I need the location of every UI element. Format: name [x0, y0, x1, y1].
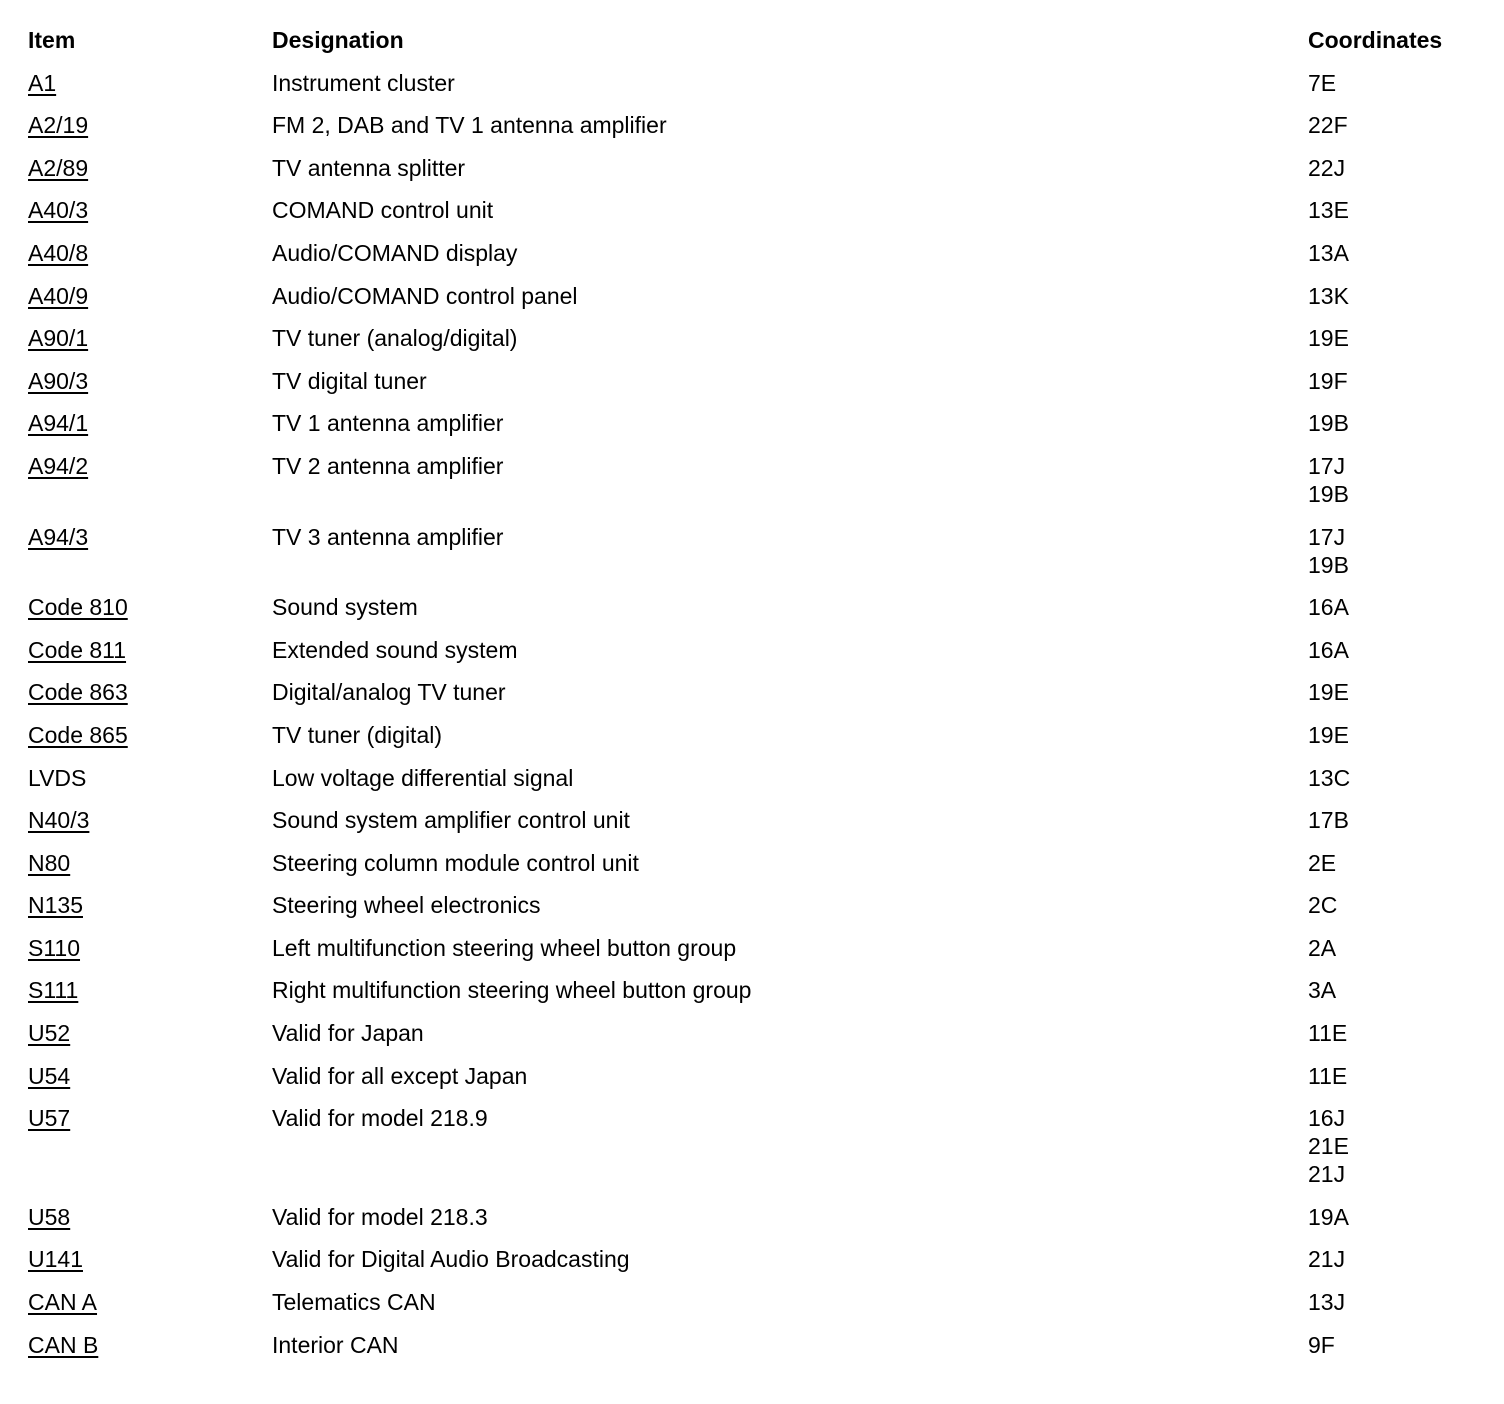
coordinates-cell — [1308, 282, 1488, 310]
coordinate-value: 16A — [1308, 636, 1349, 663]
item-link[interactable]: A94/1 — [28, 410, 89, 437]
coordinate-value: 17J — [1308, 523, 1346, 550]
designation-cell: TV 3 antenna amplifier — [272, 523, 504, 550]
table-row — [28, 452, 1488, 523]
designation-cell: Valid for all except Japan — [272, 1062, 528, 1089]
item-cell — [28, 367, 272, 395]
table-row — [28, 282, 1488, 325]
table-row — [28, 196, 1488, 239]
table-row — [28, 1203, 1488, 1246]
designation-cell: FM 2, DAB and TV 1 antenna amplifier — [272, 112, 667, 139]
coordinates-cell — [1308, 849, 1488, 877]
item-cell — [28, 154, 272, 182]
coordinates-cell — [1308, 593, 1488, 621]
item-link[interactable]: A1 — [28, 69, 57, 96]
table-row — [28, 523, 1488, 594]
item-cell — [28, 324, 272, 352]
item-link[interactable]: A40/3 — [28, 197, 89, 224]
item-link[interactable]: A94/3 — [28, 523, 89, 550]
item-link[interactable]: Code 811 — [28, 636, 127, 663]
coordinates-cell — [1308, 69, 1488, 97]
designation-cell: TV 1 antenna amplifier — [272, 410, 504, 437]
designation-cell: TV tuner (digital) — [272, 721, 443, 748]
designation-cell: Sound system amplifier control unit — [272, 807, 630, 834]
item-cell — [28, 1203, 272, 1231]
coordinate-value: 13E — [1308, 197, 1349, 224]
table-row — [28, 1288, 1488, 1331]
coordinate-value: 19E — [1308, 679, 1349, 706]
coordinate-value: 3A — [1308, 977, 1337, 1004]
item-cell — [28, 1019, 272, 1047]
item-link[interactable]: A2/19 — [28, 112, 89, 139]
coordinates-cell — [1308, 111, 1488, 139]
item-link[interactable]: S111 — [28, 977, 79, 1004]
coordinate-value: 16A — [1308, 594, 1349, 621]
table-row — [28, 1104, 1488, 1203]
coordinates-cell — [1308, 1019, 1488, 1047]
item-cell — [28, 1245, 272, 1273]
item-cell — [28, 69, 272, 97]
coordinates-cell — [1308, 1104, 1488, 1188]
coordinates-cell — [1308, 409, 1488, 437]
item-cell — [28, 806, 272, 834]
table-row — [28, 1245, 1488, 1288]
table-header — [28, 26, 1488, 69]
coordinate-value: 19F — [1308, 367, 1348, 394]
coordinate-value: 11E — [1308, 1020, 1348, 1047]
coordinates-cell — [1308, 324, 1488, 352]
coordinate-value: 19A — [1308, 1203, 1349, 1230]
item-cell — [28, 976, 272, 1004]
designation-cell: TV tuner (analog/digital) — [272, 325, 518, 352]
item-cell — [28, 849, 272, 877]
table-row — [28, 1062, 1488, 1105]
table-row — [28, 367, 1488, 410]
item-link[interactable]: U54 — [28, 1062, 71, 1089]
coordinate-value: 19B — [1308, 480, 1349, 507]
item-cell — [28, 636, 272, 664]
item-cell — [28, 1288, 272, 1316]
item-link[interactable]: N135 — [28, 892, 83, 919]
item-cell — [28, 764, 272, 792]
coordinates-cell — [1308, 1331, 1488, 1359]
table-row — [28, 593, 1488, 636]
header-coordinates: Coordinates — [1308, 27, 1443, 53]
item-link[interactable]: S110 — [28, 934, 81, 961]
item-link[interactable]: N80 — [28, 849, 71, 876]
designation-cell: Right multifunction steering wheel button group — [272, 977, 752, 1004]
coordinates-cell — [1308, 452, 1488, 508]
designation-cell: Valid for Japan — [272, 1020, 424, 1047]
designation-cell: Valid for model 218.3 — [272, 1203, 488, 1230]
item-cell — [28, 282, 272, 310]
coordinate-value: 13K — [1308, 282, 1349, 309]
designation-cell: Interior CAN — [272, 1331, 399, 1358]
coordinates-cell — [1308, 1203, 1488, 1231]
item-link[interactable]: Code 865 — [28, 721, 128, 748]
item-link[interactable]: A40/8 — [28, 239, 89, 266]
coordinate-value: 13C — [1308, 764, 1351, 791]
coordinates-cell — [1308, 678, 1488, 706]
designation-cell: Extended sound system — [272, 636, 518, 663]
coordinate-value: 22F — [1308, 112, 1348, 139]
table-row — [28, 976, 1488, 1019]
designation-cell: Left multifunction steering wheel button group — [272, 934, 737, 961]
table-row — [28, 934, 1488, 977]
item-label: LVDS — [28, 764, 87, 791]
designation-cell: Valid for model 218.9 — [272, 1105, 488, 1132]
designation-cell: Instrument cluster — [272, 69, 455, 96]
coordinate-value: 21J — [1308, 1246, 1346, 1273]
coordinates-cell — [1308, 891, 1488, 919]
table-row — [28, 239, 1488, 282]
item-link[interactable]: N40/3 — [28, 807, 90, 834]
designation-cell: Digital/analog TV tuner — [272, 679, 506, 706]
item-cell — [28, 1062, 272, 1090]
coordinates-cell — [1308, 976, 1488, 1004]
coordinates-cell — [1308, 806, 1488, 834]
designation-cell: Steering column module control unit — [272, 849, 639, 876]
designation-cell: Audio/COMAND control panel — [272, 282, 578, 309]
item-link[interactable]: Code 810 — [28, 594, 128, 621]
designation-cell: Low voltage differential signal — [272, 764, 574, 791]
designation-cell: TV 2 antenna amplifier — [272, 452, 504, 479]
item-link[interactable]: U57 — [28, 1105, 71, 1132]
coordinates-cell — [1308, 523, 1488, 579]
item-cell — [28, 239, 272, 267]
coordinates-cell — [1308, 196, 1488, 224]
coordinate-value: 22J — [1308, 154, 1346, 181]
table-body — [28, 69, 1488, 1374]
item-cell — [28, 111, 272, 139]
coordinate-value: 13A — [1308, 239, 1349, 266]
table-row — [28, 409, 1488, 452]
designation-cell: COMAND control unit — [272, 197, 494, 224]
item-link[interactable]: U141 — [28, 1246, 83, 1273]
table-row — [28, 1331, 1488, 1374]
designation-cell: Audio/COMAND display — [272, 239, 518, 266]
designation-cell: Telematics CAN — [272, 1289, 436, 1316]
item-link[interactable]: U52 — [28, 1020, 71, 1047]
item-cell — [28, 452, 272, 480]
coordinates-cell — [1308, 764, 1488, 792]
item-link[interactable]: A2/89 — [28, 154, 89, 181]
coordinate-value: 9F — [1308, 1331, 1335, 1358]
item-cell — [28, 934, 272, 962]
item-cell — [28, 409, 272, 437]
item-link[interactable]: A94/2 — [28, 452, 89, 479]
coordinate-value: 7E — [1308, 69, 1337, 96]
coordinate-value: 2E — [1308, 849, 1337, 876]
coordinate-value: 2A — [1308, 934, 1337, 961]
table-row — [28, 721, 1488, 764]
item-link[interactable]: A90/1 — [28, 325, 89, 352]
coordinates-cell — [1308, 1288, 1488, 1316]
coordinates-cell — [1308, 934, 1488, 962]
coordinate-value: 19B — [1308, 551, 1349, 578]
designation-cell: TV digital tuner — [272, 367, 427, 394]
coordinates-cell — [1308, 636, 1488, 664]
coordinate-value: 17J — [1308, 452, 1346, 479]
coordinate-value: 21J — [1308, 1161, 1346, 1188]
table-row — [28, 636, 1488, 679]
item-link[interactable]: A90/3 — [28, 367, 89, 394]
designation-cell: Sound system — [272, 594, 418, 621]
item-cell — [28, 196, 272, 224]
coordinate-value: 19E — [1308, 325, 1349, 352]
table-row — [28, 111, 1488, 154]
designation-cell: Valid for Digital Audio Broadcasting — [272, 1246, 630, 1273]
item-cell — [28, 891, 272, 919]
coordinates-cell — [1308, 154, 1488, 182]
designation-cell: TV antenna splitter — [272, 154, 466, 181]
table-row — [28, 1019, 1488, 1062]
item-link[interactable]: Code 863 — [28, 679, 128, 706]
coordinates-cell — [1308, 367, 1488, 395]
designation-cell: Steering wheel electronics — [272, 892, 541, 919]
table-row — [28, 324, 1488, 367]
table-row — [28, 849, 1488, 892]
table-row — [28, 891, 1488, 934]
table-row — [28, 806, 1488, 849]
item-cell — [28, 1104, 272, 1132]
item-link[interactable]: A40/9 — [28, 282, 89, 309]
item-link[interactable]: CAN B — [28, 1331, 99, 1358]
table-row — [28, 69, 1488, 112]
coordinate-value: 16J — [1308, 1105, 1346, 1132]
item-cell — [28, 678, 272, 706]
table-row — [28, 678, 1488, 721]
coordinates-cell — [1308, 1245, 1488, 1273]
item-link[interactable]: CAN A — [28, 1289, 98, 1316]
header-item: Item — [28, 27, 76, 53]
coordinates-cell — [1308, 239, 1488, 267]
legend-table — [28, 26, 1488, 1373]
item-cell — [28, 593, 272, 621]
coordinate-value: 19E — [1308, 721, 1349, 748]
coordinate-value: 19B — [1308, 410, 1349, 437]
item-cell — [28, 1331, 272, 1359]
coordinates-cell — [1308, 1062, 1488, 1090]
coordinate-value: 2C — [1308, 892, 1338, 919]
coordinates-cell — [1308, 721, 1488, 749]
item-cell — [28, 523, 272, 551]
header-designation: Designation — [272, 27, 404, 53]
coordinate-value: 21E — [1308, 1133, 1349, 1160]
table-row — [28, 154, 1488, 197]
table-row — [28, 764, 1488, 807]
coordinate-value: 11E — [1308, 1062, 1348, 1089]
item-cell — [28, 721, 272, 749]
coordinate-value: 17B — [1308, 807, 1349, 834]
item-link[interactable]: U58 — [28, 1203, 71, 1230]
coordinate-value: 13J — [1308, 1289, 1346, 1316]
